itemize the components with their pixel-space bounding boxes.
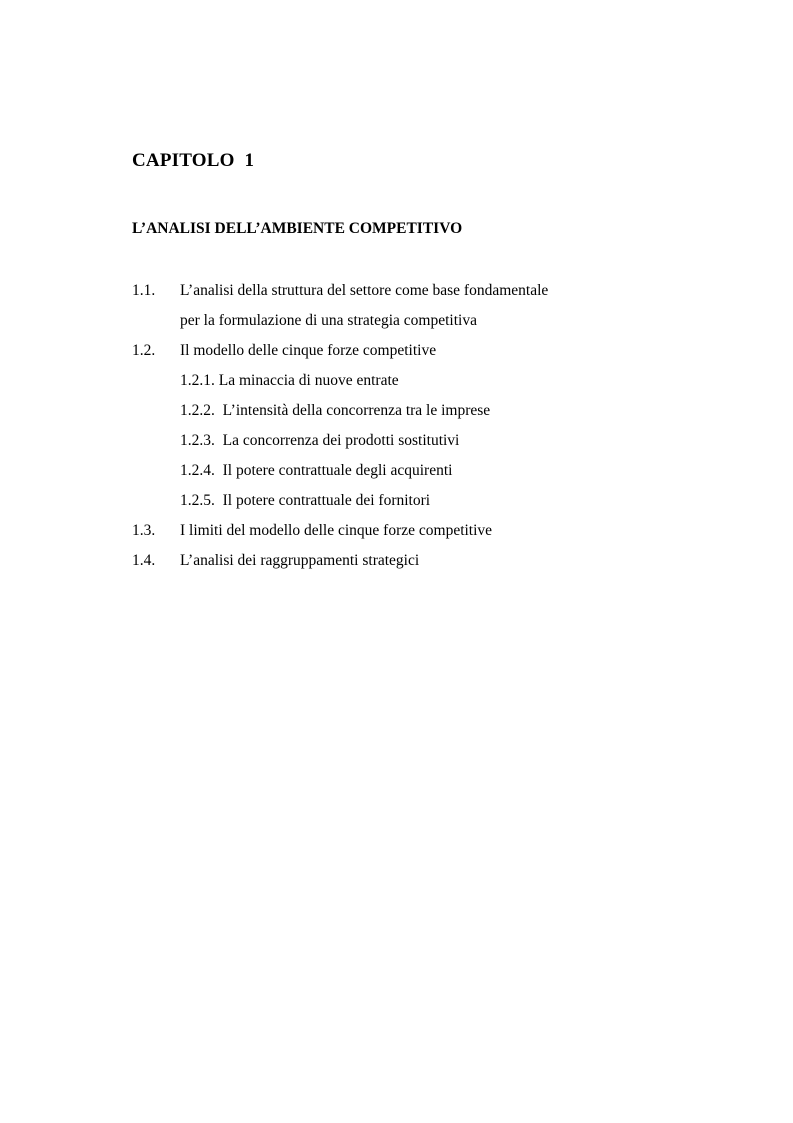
toc-entry-1-1	[132, 280, 692, 310]
toc-entry-1-3	[132, 520, 692, 550]
toc-number: 1.2.	[132, 342, 156, 359]
chapter-title: CAPITOLO 1	[132, 150, 255, 171]
toc-title: L’analisi dei raggruppamenti strategici	[180, 552, 420, 569]
toc-title: L’analisi della struttura del settore come base fondamentale	[180, 282, 549, 299]
toc-entry-1-4	[132, 550, 692, 580]
toc-subentry: 1.2.5. Il potere contrattuale dei fornitori	[180, 492, 431, 509]
toc-entry-1-2-5	[132, 490, 692, 520]
toc-entry-1-2-1	[132, 370, 692, 400]
toc-entry-1-2-2	[132, 400, 692, 430]
toc-subentry: 1.2.3. La concorrenza dei prodotti sostitutivi	[180, 432, 460, 449]
toc-entry-1-2-3	[132, 430, 692, 460]
toc-entry-1-1-continued	[132, 310, 692, 340]
toc-number: 1.3.	[132, 522, 156, 539]
toc-subentry: 1.2.1. La minaccia di nuove entrate	[180, 372, 399, 389]
toc-number: 1.4.	[132, 552, 156, 569]
table-of-contents	[132, 280, 692, 580]
toc-entry-1-2	[132, 340, 692, 370]
toc-number: 1.1.	[132, 282, 156, 299]
toc-entry-1-2-4	[132, 460, 692, 490]
toc-subentry: 1.2.4. Il potere contrattuale degli acquirenti	[180, 462, 453, 479]
toc-title: I limiti del modello delle cinque forze competitive	[180, 522, 493, 539]
chapter-heading: L’ANALISI DELL’AMBIENTE COMPETITIVO	[132, 220, 463, 237]
toc-subentry: 1.2.2. L’intensità della concorrenza tra le imprese	[180, 402, 491, 419]
toc-title: Il modello delle cinque forze competitive	[180, 342, 437, 359]
toc-title-continuation: per la formulazione di una strategia competitiva	[180, 312, 477, 329]
